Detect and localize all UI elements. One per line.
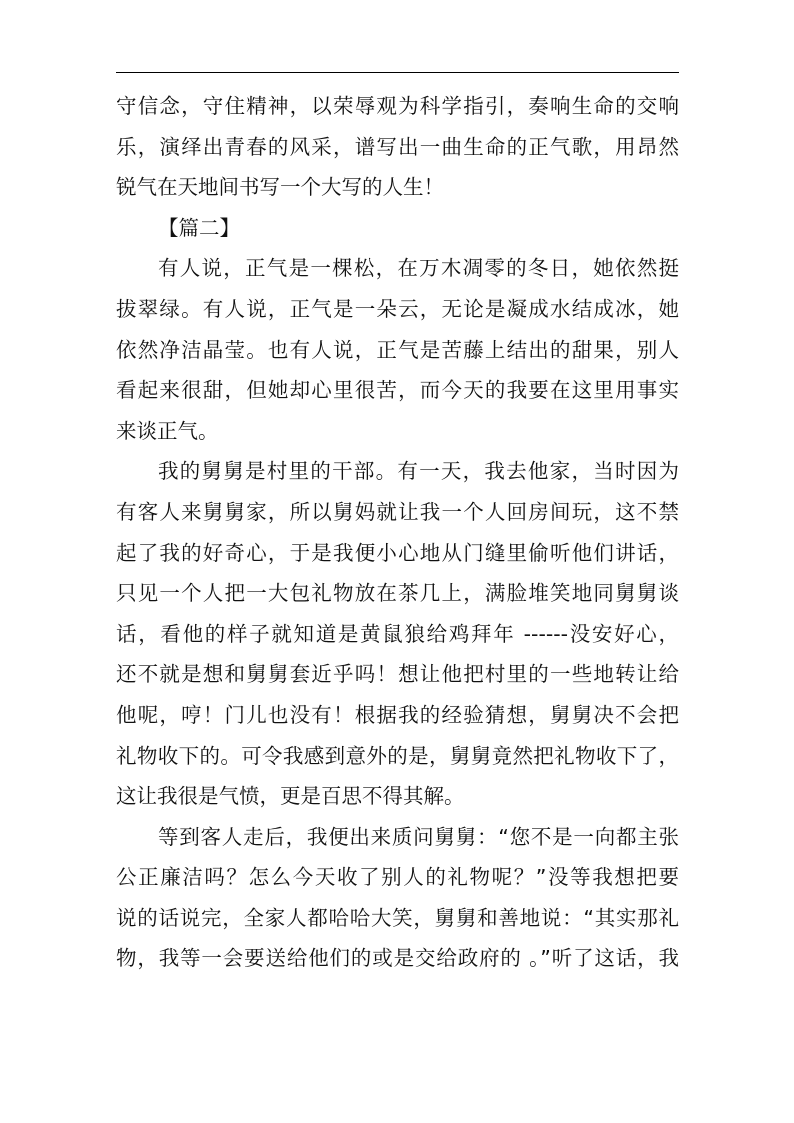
section-heading: 【篇二】 bbox=[158, 215, 240, 240]
text-line: 来谈正气。 bbox=[116, 418, 219, 443]
text-line: 只见一个人把一大包礼物放在茶几上，满脸堆笑地同舅舅谈 bbox=[116, 581, 679, 606]
header-rule bbox=[116, 72, 679, 73]
text-line: 还不就是想和舅舅套近乎吗！想让他把村里的一些地转让给 bbox=[116, 662, 679, 687]
text-line: 我的舅舅是村里的干部。有一天，我去他家，当时因为 bbox=[158, 459, 679, 484]
text-line: 话，看他的样子就知道是黄鼠狼给鸡拜年 ------没安好心， bbox=[116, 621, 679, 646]
text-line: 依然净洁晶莹。也有人说，正气是苦藤上结出的甜果，别人 bbox=[116, 337, 679, 362]
text-line: 看起来很甜，但她却心里很苦，而今天的我要在这里用事实 bbox=[116, 378, 679, 403]
text-line: 有客人来舅舅家，所以舅妈就让我一个人回房间玩，这不禁 bbox=[116, 499, 679, 524]
body-text bbox=[116, 86, 679, 979]
text-line: 起了我的好奇心，于是我便小心地从门缝里偷听他们讲话， bbox=[116, 540, 679, 565]
text-line: 乐，演绎出青春的风采，谱写出一曲生命的正气歌，用昂然 bbox=[116, 134, 679, 159]
text-line: 这让我很是气愤，更是百思不得其解。 bbox=[116, 784, 465, 809]
text-line: 礼物收下的。可令我感到意外的是，舅舅竟然把礼物收下了， bbox=[116, 743, 679, 768]
text-line: 他呢，哼！门儿也没有！根据我的经验猜想，舅舅决不会把 bbox=[116, 702, 679, 727]
text-line: 物，我等一会要送给他们的或是交给政府的 。”听了这话，我 bbox=[116, 946, 679, 971]
text-line: 守信念，守住精神，以荣辱观为科学指引，奏响生命的交响 bbox=[116, 94, 679, 118]
text-line: 说的话说完，全家人都哈哈大笑，舅舅和善地说：“其实那礼 bbox=[116, 905, 679, 930]
text-line: 有人说，正气是一棵松，在万木凋零的冬日，她依然挺 bbox=[158, 256, 679, 281]
text-line: 拔翠绿。有人说，正气是一朵云，无论是凝成水结成冰，她 bbox=[116, 296, 679, 321]
text-line: 等到客人走后，我便出来质问舅舅：“您不是一向都主张 bbox=[158, 824, 679, 849]
text-line: 锐气在天地间书写一个大写的人生！ bbox=[116, 175, 444, 200]
text-line: 公正廉洁吗？怎么今天收了别人的礼物呢？”没等我想把要 bbox=[116, 865, 679, 890]
